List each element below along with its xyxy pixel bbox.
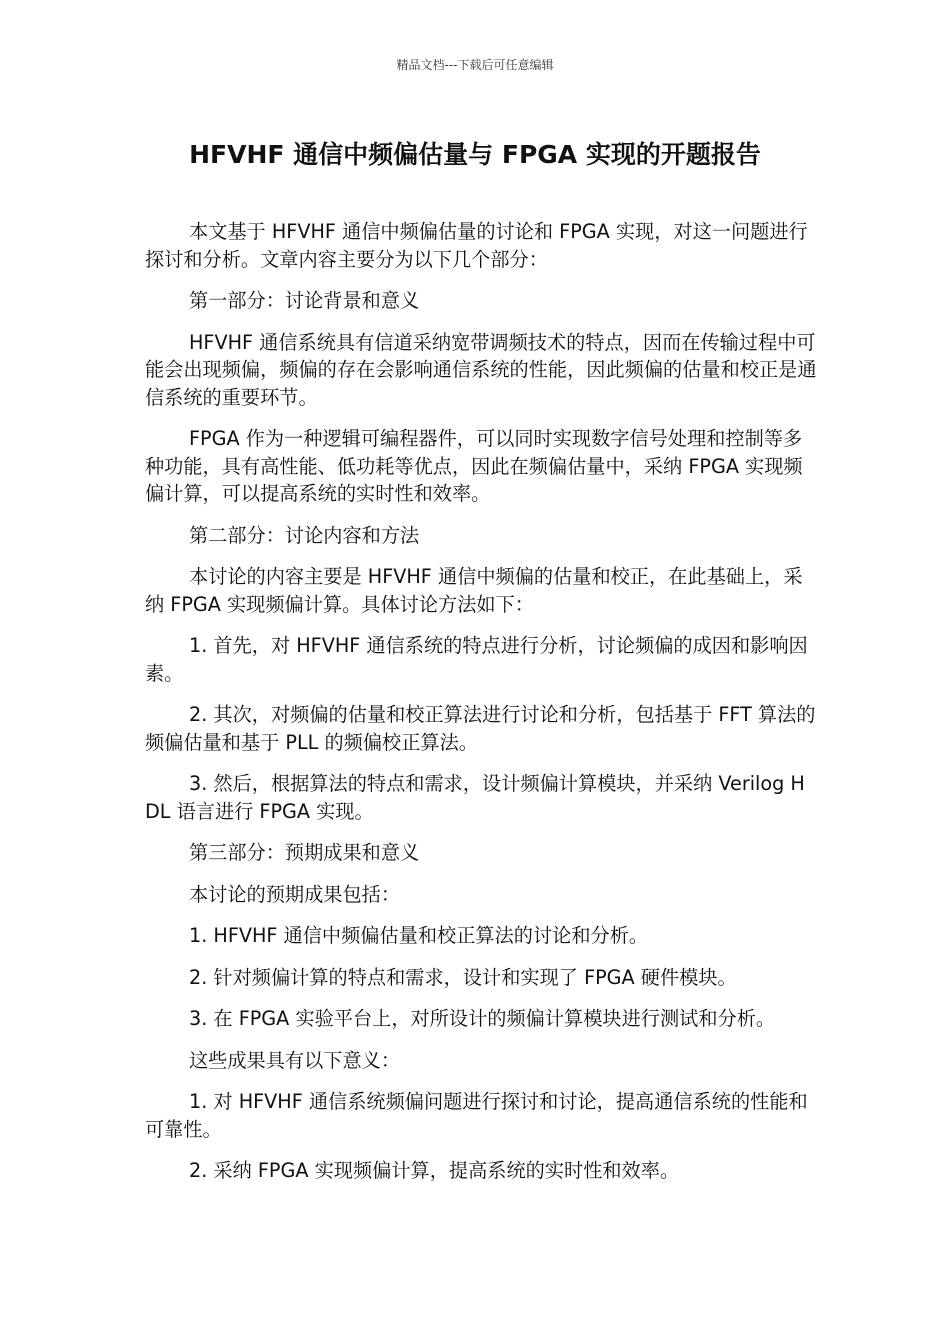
section-heading-2: 第二部分：讨论内容和方法 (189, 523, 420, 547)
list-item-outcome-2: 2. 针对频偏计算的特点和需求，设计和实现了 FPGA 硬件模块。 (189, 965, 737, 989)
list-item-method-2: 2. 其次，对频偏的估量和校正算法进行讨论和分析，包括基于 FFT 算法的频偏估量和基于 PLL 的频偏校正算法。 (145, 703, 816, 754)
list-item-significance-1: 1. 对 HFVHF 通信系统频偏问题进行探讨和讨论，提高通信系统的性能和可靠性。 (145, 1090, 808, 1141)
list-item-outcome-3: 3. 在 FPGA 实验平台上，对所设计的频偏计算模块进行测试和分析。 (189, 1007, 776, 1030)
list-item-outcome-1: 1. HFVHF 通信中频偏估量和校正算法的讨论和分析。 (189, 924, 649, 947)
paragraph-fpga: FPGA 作为一种逻辑可编程器件，可以同时实现数字信号处理和控制等多种功能，具有高性能、低功耗等优点，因此在频偏估量中，采纳 FPGA 实现频偏计算，可以提高系统的实时性和效率。 (145, 427, 803, 505)
paragraph-intro: 本文基于 HFVHF 通信中频偏估量的讨论和 FPGA 实现，对这一问题进行探讨和分析。文章内容主要分为以下几个部分： (145, 220, 808, 271)
section-heading-1: 第一部分：讨论背景和意义 (189, 289, 420, 312)
paragraph-significance-intro: 这些成果具有以下意义： (189, 1048, 401, 1072)
list-item-method-1: 1. 首先，对 HFVHF 通信系统的特点进行分析，讨论频偏的成因和影响因素。 (145, 634, 808, 685)
document-title: HFVHF 通信中频偏估量与 FPGA 实现的开题报告 (189, 140, 761, 169)
section-heading-3: 第三部分：预期成果和意义 (189, 841, 420, 864)
paragraph-background: HFVHF 通信系统具有信道采纳宽带调频技术的特点，因而在传输过程中可能会出现频偏，频偏的存在会影响通信系统的性能，因此频偏的估量和校正是通信系统的重要环节。 (145, 330, 817, 409)
paragraph-outcomes-intro: 本讨论的预期成果包括： (189, 882, 401, 906)
document-body (145, 218, 817, 1199)
paragraph-content: 本讨论的内容主要是 HFVHF 通信中频偏的估量和校正，在此基础上，采纳 FPGA 实现频偏计算。具体讨论方法如下： (145, 565, 803, 616)
list-item-method-3: 3. 然后，根据算法的特点和需求，设计频偏计算模块，并采纳 Verilog HDL 语言进行 FPGA 实现。 (145, 772, 805, 823)
header-note: 精品文档---下载后可任意编辑 (396, 58, 554, 72)
list-item-significance-2: 2. 采纳 FPGA 实现频偏计算，提高系统的实时性和效率。 (189, 1159, 680, 1182)
